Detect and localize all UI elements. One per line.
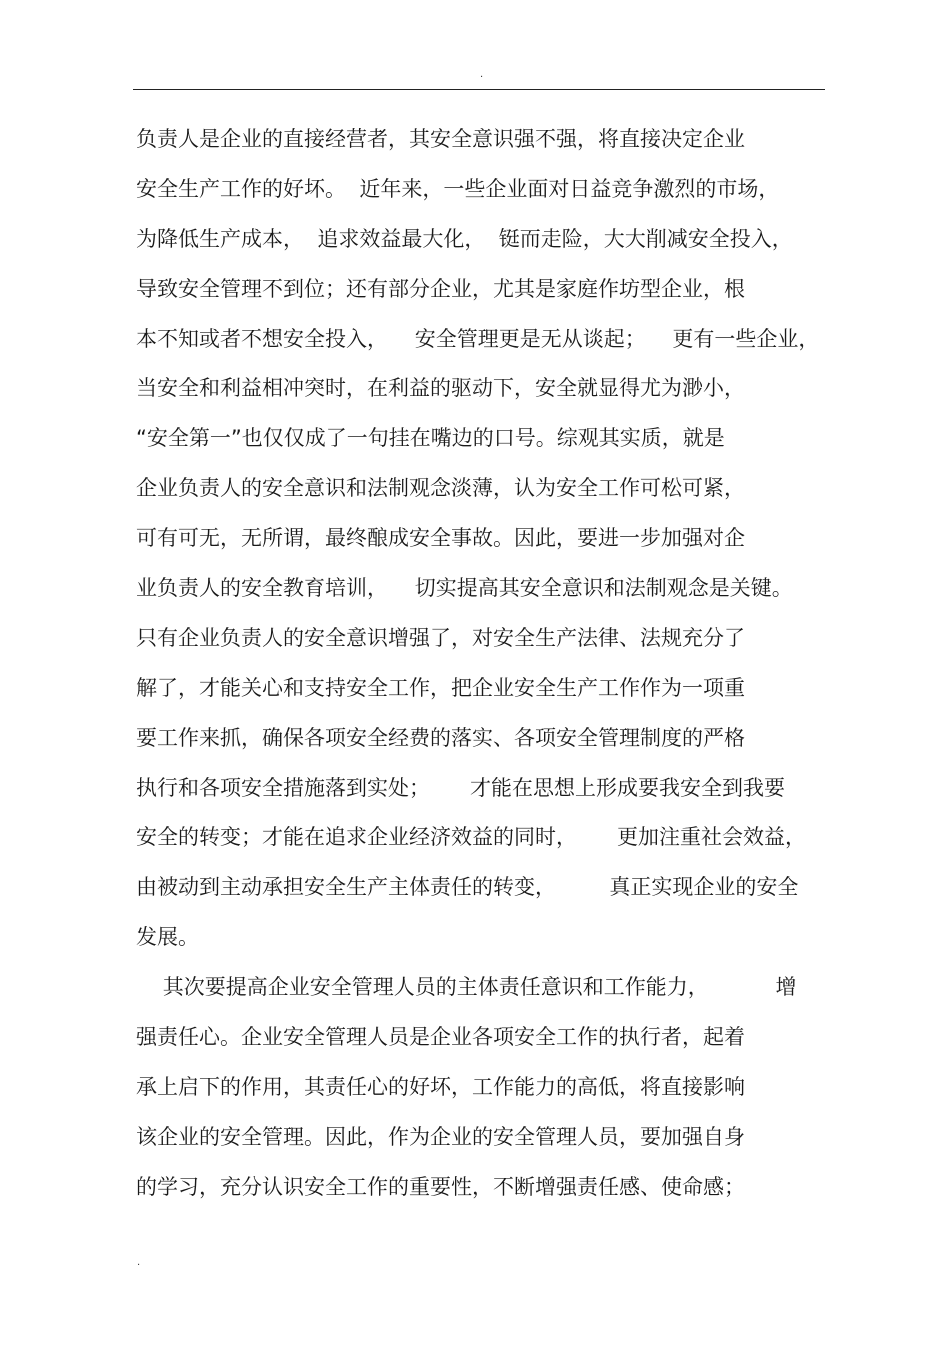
text-line: 由被动到主动承担安全生产主体责任的转变， 真正实现企业的安全: [136, 875, 799, 900]
text-line: 的学习，充分认识安全工作的重要性，不断增强责任感、使命感；: [136, 1174, 745, 1199]
text-line: 企业负责人的安全意识和法制观念淡薄，认为安全工作可松可紧，: [136, 476, 745, 501]
text-line: 当安全和利益相冲突时，在利益的驱动下，安全就显得尤为渺小，: [136, 376, 745, 401]
text-line: 发展。: [136, 925, 199, 950]
document-body: [136, 115, 836, 1213]
footer-mark: .: [137, 1257, 141, 1268]
text-line: 业负责人的安全教育培训， 切实提高其安全意识和法制观念是关键。: [136, 576, 793, 601]
text-line: 为降低生产成本， 追求效益最大化， 铤而走险，大大削减安全投入，: [136, 226, 793, 251]
text-line: 本不知或者不想安全投入， 安全管理更是无从谈起； 更有一些企业，: [136, 326, 820, 351]
text-line: 解了，才能关心和支持安全工作，把企业安全生产工作作为一项重: [136, 675, 745, 700]
text-line: 执行和各项安全措施落到实处； 才能在思想上形成要我安全到我要: [136, 775, 786, 800]
text-line: 负责人是企业的直接经营者，其安全意识强不强，将直接决定企业: [136, 127, 745, 151]
text-line: 安全生产工作的好坏。 近年来，一些企业面对日益竞争激烈的市场，: [136, 176, 780, 201]
text-line: 该企业的安全管理。因此，作为企业的安全管理人员，要加强自身: [136, 1124, 745, 1149]
header-rule: [133, 89, 825, 90]
text-line: 强责任心。企业安全管理人员是企业各项安全工作的执行者，起着: [136, 1025, 745, 1050]
header-mark: .: [480, 69, 484, 80]
text-line: 安全的转变；才能在追求企业经济效益的同时， 更加注重社会效益，: [136, 825, 807, 850]
text-line: 只有企业负责人的安全意识增强了，对安全生产法律、法规充分了: [136, 625, 745, 650]
text-line: 可有可无，无所谓，最终酿成安全事故。因此，要进一步加强对企: [136, 526, 745, 551]
text-line: 承上启下的作用，其责任心的好坏，工作能力的高低，将直接影响: [136, 1074, 745, 1099]
text-line: “安全第一”也仅仅成了一句挂在嘴边的口号。综观其实质，就是: [136, 426, 725, 451]
text-line: 其次要提高企业安全管理人员的主体责任意识和工作能力， 增: [136, 975, 797, 1000]
text-line: 要工作来抓，确保各项安全经费的落实、各项安全管理制度的严格: [136, 725, 745, 750]
text-line: 导致安全管理不到位；还有部分企业，尤其是家庭作坊型企业，根: [136, 276, 745, 301]
